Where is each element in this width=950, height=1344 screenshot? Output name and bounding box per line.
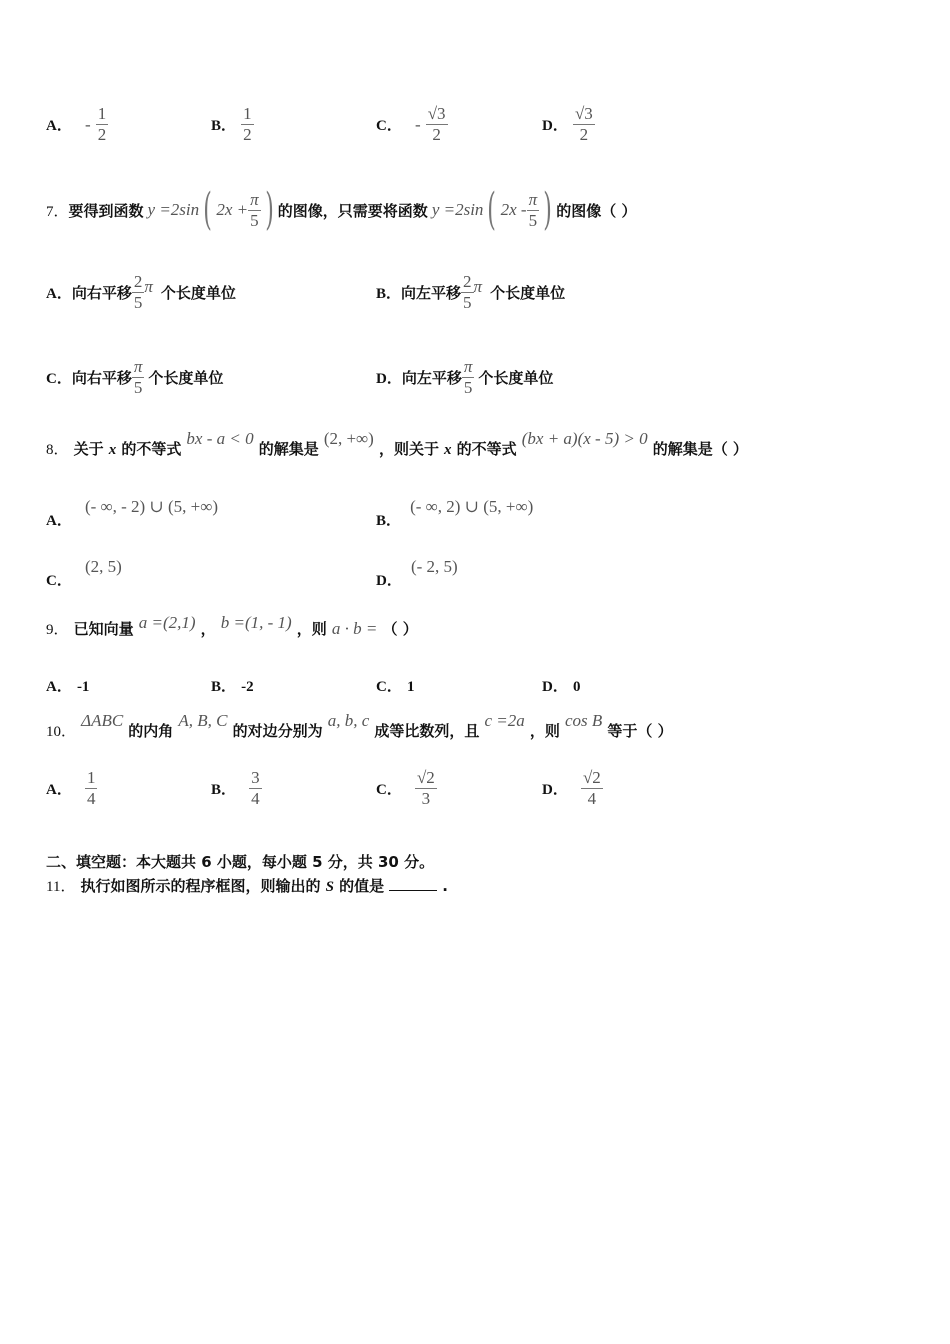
option-label: B． [376, 285, 402, 302]
left-paren: ( [203, 184, 213, 235]
q7-option-b[interactable] [376, 270, 565, 314]
fraction: $\frac{\pi}{5}$ [528, 189, 538, 230]
q7-option-a[interactable] [46, 270, 236, 314]
inequality-2: (bx + a)(x - 5) > 0 [521, 429, 648, 448]
condition: c =2a [484, 711, 525, 730]
question-number: 8． [46, 442, 69, 458]
option-label: D． [376, 573, 402, 589]
stem-text: 已知向量 [73, 620, 134, 638]
option-label: B． [376, 513, 402, 529]
vector-a: a =(2,1) [138, 613, 196, 632]
q9-option-b[interactable] [211, 675, 254, 696]
q8-stem [46, 429, 748, 459]
option-text: 个长度单位 [490, 283, 566, 302]
question-number: 10． [46, 724, 77, 740]
option-label: A． [46, 782, 72, 798]
option-label: B． [211, 118, 237, 134]
option-label: A． [46, 118, 72, 134]
fraction: $\frac{√2}{3}$ [416, 768, 435, 808]
option-value: -1 [76, 679, 90, 695]
option-value: 0 [572, 679, 581, 695]
comma: ， [200, 620, 216, 638]
option-value: (- ∞, 2) ∪ (5, +∞) [410, 497, 534, 516]
stem-text: ，则 [529, 722, 560, 740]
q9-stem [46, 613, 418, 639]
period: . [442, 877, 448, 895]
stem-text: （ ） [382, 620, 418, 638]
option-label: B． [211, 782, 237, 798]
stem-text: ，则 [296, 620, 327, 638]
q6-option-c[interactable] [376, 104, 448, 145]
option-label: C． [376, 118, 402, 134]
option-label: C． [376, 782, 402, 798]
question-number: 9． [46, 622, 69, 638]
option-label: A． [46, 679, 72, 695]
q10-option-b[interactable] [211, 768, 262, 809]
option-label: D． [542, 782, 568, 798]
stem-text: 的值是 [339, 877, 385, 895]
option-label: D． [542, 679, 568, 695]
stem-text: 的解集是（ ） [652, 440, 748, 458]
fraction: $\frac{1}{2}$ [243, 104, 252, 144]
vector-b: b =(1, - 1) [220, 613, 292, 632]
q8-option-b[interactable] [376, 496, 534, 529]
option-value: (- 2, 5) [410, 557, 458, 576]
stem-text: 的解集是 [258, 440, 319, 458]
q9-option-c[interactable] [376, 675, 414, 696]
stem-text: 的对边分别为 [232, 722, 323, 740]
stem-text: 的图像（ ） [556, 201, 637, 220]
fraction: $\frac{√3}{2}$ [427, 104, 446, 144]
variable-x: x [444, 442, 452, 458]
function-2-inner: 2x - [500, 200, 527, 219]
q11-stem [46, 875, 448, 896]
q8-option-d[interactable] [376, 556, 458, 589]
stem-text: 等于（ ） [607, 722, 673, 740]
option-value: (- ∞, - 2) ∪ (5, +∞) [84, 497, 218, 516]
inequality-1: bx - a < 0 [186, 429, 254, 448]
option-label: C． [46, 573, 72, 589]
section-heading: 二、填空题：本大题共 6 小题，每小题 5 分，共 30 分。 [46, 853, 435, 871]
option-value: -2 [241, 679, 254, 695]
fraction: $\frac{√2}{4}$ [582, 768, 601, 808]
left-paren: ( [487, 184, 497, 235]
option-text: 向左平移 [401, 368, 462, 387]
option-label: A． [46, 285, 72, 302]
fraction: $\frac{1}{4}$ [86, 768, 96, 808]
stem-text: 的图像，只需要将函数 [277, 201, 428, 220]
q9-option-d[interactable] [542, 675, 580, 696]
q6-option-a[interactable] [46, 104, 108, 145]
q10-stem [46, 710, 673, 740]
right-paren: ) [264, 184, 274, 235]
option-text: 向右平移 [71, 283, 132, 302]
q9-option-a[interactable] [46, 675, 89, 696]
stem-text: ，则关于 [378, 440, 439, 458]
stem-text: 执行如图所示的程序框图，则输出的 [80, 877, 321, 895]
answer-blank[interactable] [389, 876, 437, 891]
fraction: $\frac{3}{4}$ [251, 768, 260, 808]
pi-symbol: π [144, 277, 153, 296]
q10-option-d[interactable] [542, 768, 603, 809]
variable-s: S [325, 879, 334, 895]
q6-option-d[interactable] [542, 104, 595, 145]
fraction: $\frac{1}{2}$ [97, 104, 107, 144]
q8-option-c[interactable] [46, 556, 122, 589]
option-text: 向左平移 [401, 283, 462, 302]
sides: a, b, c [327, 711, 370, 730]
cos-b: cos B [564, 711, 603, 730]
angles: A, B, C [178, 711, 228, 730]
q10-option-c[interactable] [376, 768, 437, 809]
stem-text: 的内角 [128, 722, 174, 740]
pi-symbol: π [473, 277, 483, 296]
function-1: y =2sin [147, 200, 200, 219]
option-label: C． [376, 679, 402, 695]
fraction: $\frac{2}{5}$ [133, 271, 143, 312]
fraction: $\frac{\pi}{5}$ [133, 356, 143, 397]
option-text: 向右平移 [71, 368, 132, 387]
stem-text: 要得到函数 [68, 201, 144, 220]
variable-x: x [108, 442, 117, 458]
stem-text: 成等比数列，且 [374, 722, 480, 740]
stem-text: 的不等式 [456, 440, 517, 458]
function-1-inner: 2x + [216, 200, 249, 219]
fraction: $\frac{\pi}{5}$ [250, 189, 259, 230]
q7-option-c[interactable] [46, 355, 223, 399]
stem-text: 关于 [73, 440, 104, 458]
triangle: ΔABC [81, 711, 124, 730]
option-label: D． [376, 370, 402, 387]
option-label: B． [211, 679, 237, 695]
option-label: D． [542, 118, 568, 134]
option-label: C． [46, 370, 72, 387]
sign: - [84, 114, 91, 134]
fraction: $\frac{√3}{2}$ [574, 104, 593, 144]
fraction: $\frac{2}{5}$ [463, 271, 472, 312]
q8-option-a[interactable] [46, 496, 218, 529]
right-paren: ) [543, 184, 552, 235]
option-label: A． [46, 513, 72, 529]
question-number: 11． [46, 879, 76, 895]
function-2: y =2sin [431, 200, 484, 219]
option-text: 个长度单位 [160, 283, 236, 302]
question-number: 7． [46, 203, 69, 220]
option-value: 1 [406, 679, 415, 695]
q7-stem [46, 186, 637, 234]
dot-product: a · b = [331, 619, 378, 638]
q7-option-d[interactable] [376, 355, 553, 399]
fraction: $\frac{\pi}{5}$ [463, 356, 473, 397]
option-value: (2, 5) [84, 557, 122, 576]
sign: - [414, 114, 421, 134]
q10-option-a[interactable] [46, 768, 97, 809]
solution-set-1: (2, +∞) [323, 429, 374, 448]
option-text: 个长度单位 [478, 368, 554, 387]
q6-option-b[interactable] [211, 104, 254, 145]
option-text: 个长度单位 [148, 368, 224, 387]
stem-text: 的不等式 [121, 440, 182, 458]
